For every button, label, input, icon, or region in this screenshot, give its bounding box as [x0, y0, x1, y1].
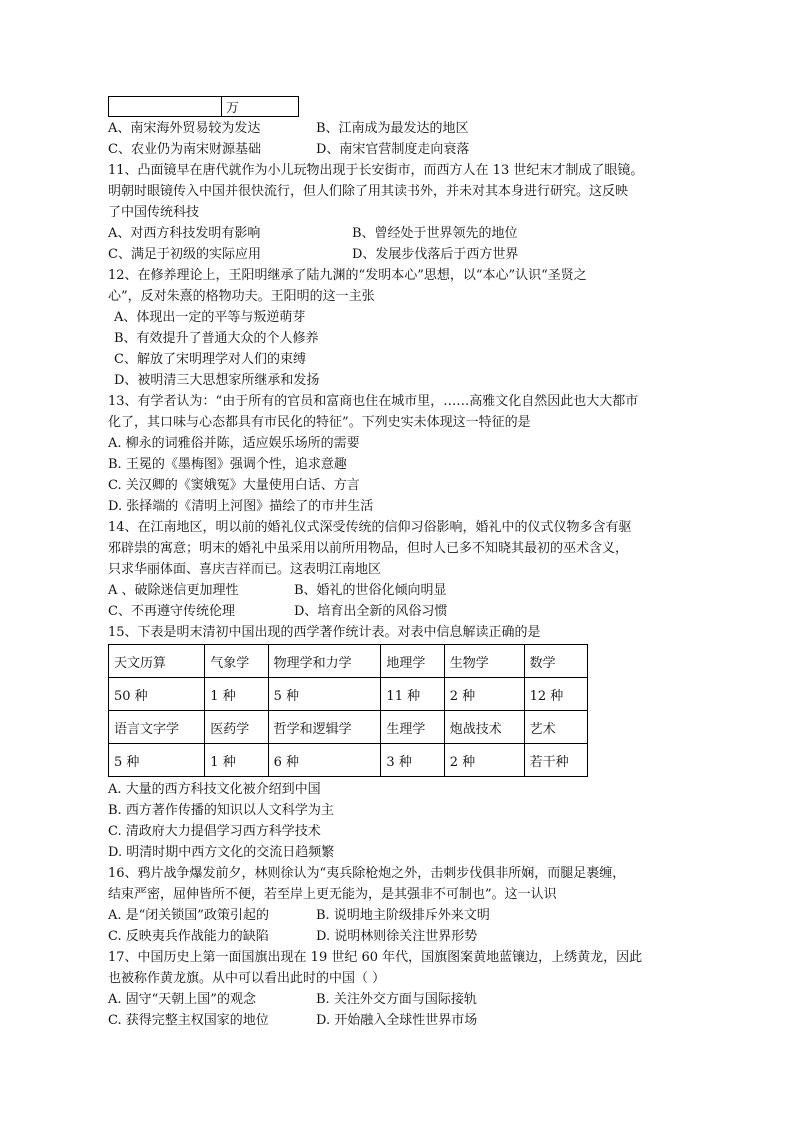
table-cell: 万	[222, 97, 299, 117]
table-row	[109, 645, 588, 678]
question-stem-line: 明朝时眼镜传入中国并很快流行，但人们除了用其读书外，并未对其本身进行研究。这反映	[108, 184, 629, 199]
option-c: C. 获得完整主权国家的地位	[108, 1013, 269, 1028]
table-cell: 1 种	[205, 744, 268, 777]
table-cell: 6 种	[268, 744, 381, 777]
question-stem-line: 了中国传统科技	[108, 205, 200, 220]
table-cell: 气象学	[205, 645, 268, 678]
question-10	[108, 118, 688, 160]
table-cell: 医药学	[205, 711, 268, 744]
option-c: C、不再遵守传统伦理	[108, 604, 235, 619]
question-13	[108, 391, 688, 517]
question-stem-line: 只求华丽体面、喜庆吉祥而已。这表明江南地区	[108, 562, 382, 577]
table-cell: 5 种	[268, 678, 381, 711]
option-b: B. 王冕的《墨梅图》强调个性，追求意趣	[108, 457, 347, 472]
question-stem-line: 14、在江南地区，明以前的婚礼仪式深受传统的信仰习俗影响，婚礼中的仪式仪物多含有驱	[108, 520, 632, 535]
question-stem-line: 16、鸦片战争爆发前夕，林则徐认为“夷兵除枪炮之外，击刺步伐俱非所娴，而腿足裹缠，	[108, 866, 626, 881]
table-cell: 50 种	[109, 678, 205, 711]
option-b: B、有效提升了普通大众的个人修养	[114, 331, 319, 346]
table-cell: 5 种	[109, 744, 205, 777]
table-cell: 2 种	[444, 744, 524, 777]
question-stem-line: 15、下表是明末清初中国出现的西学著作统计表。对表中信息解读正确的是	[108, 625, 541, 640]
question-stem-line: 结束严密，屈伸皆所不便，若至岸上更无能为，是其强非不可制也”。这一认识	[108, 887, 557, 902]
table-row	[109, 678, 588, 711]
option-a: A. 大量的西方科技文化被介绍到中国	[108, 782, 321, 797]
option-d: D. 开始融入全球性世界市场	[316, 1013, 478, 1028]
option-a: A、体现出一定的平等与叛逆萌芽	[114, 310, 306, 325]
option-d: D. 张择端的《清明上河图》描绘了的市井生活	[108, 499, 374, 514]
option-b: B、曾经处于世界领先的地位	[352, 226, 518, 241]
table-cell: 炮战技术	[444, 711, 524, 744]
option-a: A、对西方科技发明有影响	[108, 226, 261, 241]
table-row	[109, 711, 588, 744]
table-cell: 3 种	[381, 744, 444, 777]
question-stem-line: 心”，反对朱熹的格物功夫。王阳明的这一主张	[108, 289, 375, 304]
option-b: B、婚礼的世俗化倾向明显	[294, 583, 447, 598]
question-stem-line: 11、凸面镜早在唐代就作为小儿玩物出现于长安街市，而西方人在 13 世纪末才制成了眼镜。	[108, 163, 644, 178]
table-cell: 哲学和逻辑学	[268, 711, 381, 744]
question-stem-line: 17、中国历史上第一面国旗出现在 19 世纪 60 年代，国旗图案黄地蓝镶边，上绣黄龙，因此	[108, 950, 643, 965]
table-cell: 艺术	[524, 711, 587, 744]
option-b: B、江南成为最发达的地区	[316, 121, 469, 136]
question-16	[108, 863, 688, 947]
option-a: A. 柳永的词雅俗并陈，适应娱乐场所的需要	[108, 436, 360, 451]
question-stem-line: 化了，其口味与心态都具有市民化的特征”。下列史实未体现这一特征的是	[108, 415, 531, 430]
table-cell: 数学	[524, 645, 587, 678]
table-row	[109, 744, 588, 777]
option-a: A、南宋海外贸易较为发达	[108, 121, 261, 136]
option-d: D、发展步伐落后于西方世界	[352, 247, 519, 262]
option-b: B. 说明地主阶级排斥外来文明	[316, 908, 490, 923]
table-cell: 物理学和力学	[268, 645, 381, 678]
table-cell: 若干种	[524, 744, 587, 777]
question-14	[108, 517, 688, 622]
table-cell: 生理学	[381, 711, 444, 744]
question-stem-line: 12、在修养理论上，王阳明继承了陆九渊的“发明本心”思想，以“本心”认识“圣贤之	[108, 268, 587, 283]
option-c: C. 关汉卿的《窦娥冤》大量使用白话、方言	[108, 478, 360, 493]
option-d: D、南宋官营制度走向衰落	[316, 142, 470, 157]
continued-table	[108, 96, 299, 117]
option-c: C. 清政府大力提倡学习西方科学技术	[108, 824, 321, 839]
option-d: D. 明清时期中西方文化的交流日趋频繁	[108, 845, 335, 860]
table-cell: 地理学	[381, 645, 444, 678]
option-b: B. 西方著作传播的知识以人文科学为主	[108, 803, 334, 818]
question-stem-line: 也被称作黄龙旗。从中可以看出此时的中国（ ）	[108, 971, 386, 986]
table-cell: 天文历算	[109, 645, 205, 678]
option-c: C、解放了宋明理学对人们的束缚	[114, 352, 306, 367]
question-stem-line: 邪辟祟的寓意；明末的婚礼中虽采用以前所用物品，但时人已多不知晓其最初的巫术含义，	[108, 541, 629, 556]
exam-page	[108, 96, 688, 1031]
question-12	[108, 265, 688, 391]
option-a: A. 是“闭关锁国”政策引起的	[108, 908, 269, 923]
option-c: C、农业仍为南宋财源基础	[108, 142, 261, 157]
option-a: A 、破除迷信更加理性	[108, 583, 239, 598]
table-cell: 1 种	[205, 678, 268, 711]
option-d: D、培育出全新的风俗习惯	[294, 604, 448, 619]
option-d: D. 说明林则徐关注世界形势	[316, 929, 478, 944]
table-cell: 11 种	[381, 678, 444, 711]
table-cell	[109, 97, 222, 117]
option-d: D、被明清三大思想家所继承和发扬	[114, 373, 320, 388]
table-cell: 生物学	[444, 645, 524, 678]
option-c: C、满足于初级的实际应用	[108, 247, 261, 262]
option-c: C. 反映夷兵作战能力的缺陷	[108, 929, 269, 944]
western-books-table	[108, 644, 588, 777]
option-a: A. 固守“天朝上国”的观念	[108, 992, 256, 1007]
table-cell: 2 种	[444, 678, 524, 711]
question-11	[108, 160, 688, 265]
table-cell: 语言文字学	[109, 711, 205, 744]
question-17	[108, 947, 688, 1031]
question-15	[108, 622, 688, 863]
table-cell: 12 种	[524, 678, 587, 711]
option-b: B. 关注外交方面与国际接轨	[316, 992, 477, 1007]
question-stem-line: 13、有学者认为：“由于所有的官员和富商也住在城市里，……高雅文化自然因此也大大都市	[108, 394, 639, 409]
